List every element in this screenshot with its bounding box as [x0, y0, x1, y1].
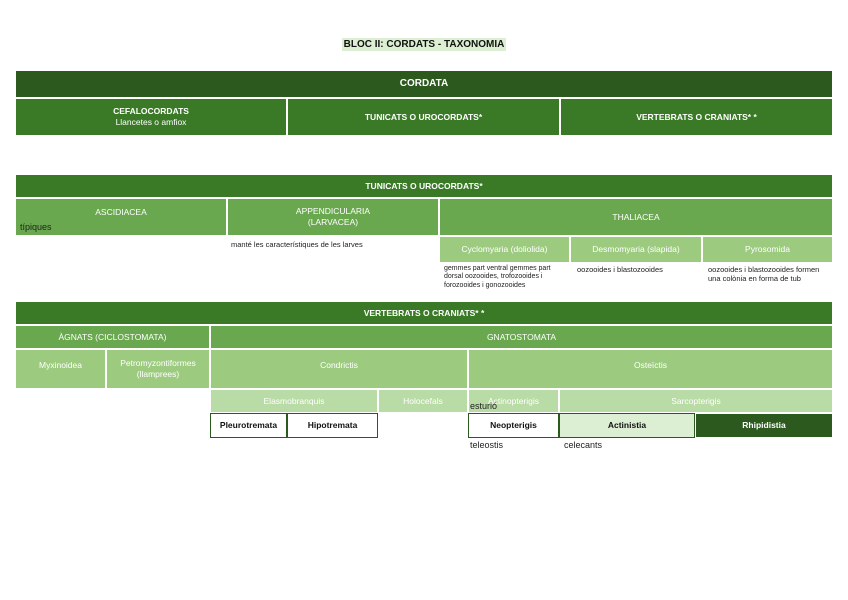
vertebrats-header-label: VERTEBRATS O CRANIATS* *	[363, 307, 485, 318]
vertebrats-label: VERTEBRATS O CRANIATS* *	[636, 111, 757, 122]
condrictis-label: Condrictis	[320, 360, 358, 370]
ascidiacea-note: típiques	[20, 222, 52, 232]
osteictis-cell	[468, 349, 833, 389]
page-title-text: BLOC II: CORDATS - TAXONOMIA	[343, 39, 505, 50]
cefalocordats-cell	[15, 98, 287, 136]
cordata-header-label: CORDATA	[399, 77, 449, 89]
pyrosomida-label: Pyrosomida	[745, 244, 790, 255]
myxinoidea-cell	[15, 349, 106, 389]
gnatostomata-cell	[210, 325, 833, 349]
neopterigis-label: Neopterigis	[490, 420, 537, 431]
vertebrats-cell	[560, 98, 833, 136]
tunicats-header	[15, 174, 833, 198]
sarcopterigis-cell	[559, 389, 833, 413]
thaliacea-label: THALIACEA	[612, 211, 660, 222]
condrictis-cell	[210, 349, 468, 389]
actinistia-label: Actinistia	[607, 420, 647, 431]
cefalocordats-sub: Llancetes o amfiox	[115, 117, 187, 127]
cordata-header	[15, 70, 833, 98]
appendicularia-label: APPENDICULARIA (LARVACEA)	[295, 206, 371, 227]
petromyzontiformes-label: Petromyzontiformes (llamprees)	[120, 358, 196, 379]
desmomyaria-note: oozooides i blastozooides	[577, 265, 663, 274]
tunicats-header-label: TUNICATS O UROCORDATS*	[365, 180, 483, 191]
sarcopterigis-label: Sarcopterigis	[671, 395, 721, 406]
teleostis-note: teleostis	[470, 440, 504, 450]
petromyzontiformes-cell	[106, 349, 210, 389]
neopterigis-cell	[468, 413, 559, 438]
actinistia-cell	[559, 413, 695, 438]
osteictis-label: Osteïctis	[633, 360, 668, 370]
holocefals-label: Holocefals	[403, 395, 443, 406]
pyrosomida-cell	[702, 236, 833, 263]
myxinoidea-label: Myxinoidea	[39, 360, 82, 370]
desmomyaria-label: Desmomyaria (slapida)	[592, 244, 680, 255]
cyclomyaria-label: Cyclomyaria (doliolida)	[461, 244, 548, 255]
actinopterigis-label: Actinopterigis	[487, 395, 540, 406]
appendicularia-note: manté les característiques de les larves	[231, 240, 363, 249]
rhipidistia-label: Rhipidistia	[742, 420, 786, 431]
agnats-label: ÀGNATS (CICLOSTOMATA)	[58, 331, 167, 342]
pleurotremata-cell	[210, 413, 287, 438]
celecants-note: celecants	[564, 440, 603, 450]
pleurotremata-label: Pleurotremata	[219, 420, 278, 431]
desmomyaria-cell	[570, 236, 702, 263]
cefalocordats-label: CEFALOCORDATS	[113, 106, 189, 117]
thaliacea-cell	[439, 198, 833, 236]
ascidiacea-label: ASCIDIACEA	[95, 207, 147, 217]
elasmobranquis-label: Elasmobranquis	[263, 395, 325, 406]
esturio-note: esturió	[470, 401, 498, 411]
agnats-cell	[15, 325, 210, 349]
gnatostomata-label: GNATOSTOMATA	[486, 331, 557, 342]
elasmobranquis-cell	[210, 389, 378, 413]
cyclomyaria-note: gemmes part ventral gemmes part dorsal oozooides, trofozooides i forozooides i gonozooides	[444, 265, 551, 289]
cyclomyaria-cell	[439, 236, 570, 263]
tunicats-cell	[287, 98, 560, 136]
appendicularia-cell	[227, 198, 439, 236]
holocefals-cell	[378, 389, 468, 413]
hipotremata-cell	[287, 413, 378, 438]
pyrosomida-note: oozooides i blastozooides formen una colònia en forma de tub	[708, 265, 820, 283]
rhipidistia-cell	[695, 413, 833, 438]
page-title	[0, 34, 848, 52]
tunicats-label: TUNICATS O UROCORDATS*	[364, 111, 483, 122]
hipotremata-label: Hipotremata	[307, 420, 358, 431]
vertebrats-header	[15, 301, 833, 325]
